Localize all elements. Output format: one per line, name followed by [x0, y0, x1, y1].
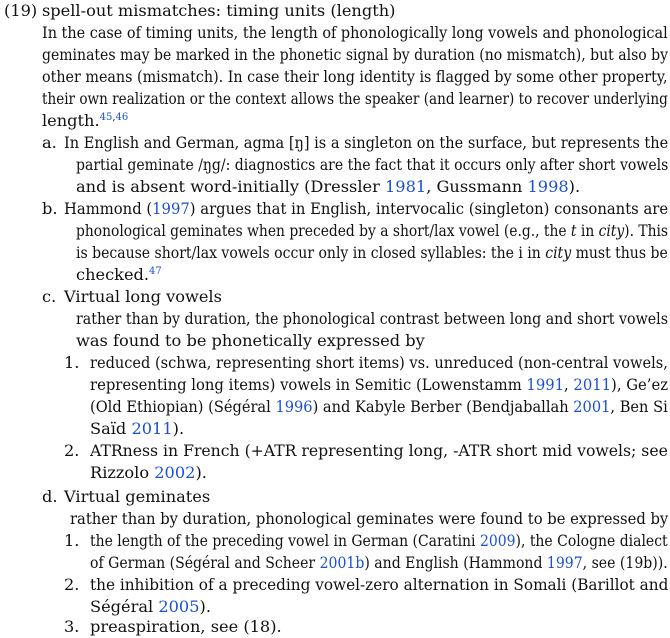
- item-b-line-3: [76, 242, 668, 264]
- cite-dressler-1981[interactable]: 1981: [385, 177, 427, 196]
- item-c-sub2-line-1: ATRness in French (+ATR representing long, -ATR short mid vowels; see: [90, 441, 668, 460]
- cite-segeral-scheer-2001b[interactable]: 2001b: [319, 553, 365, 572]
- intro-line-2: geminates may be marked in the phonetic signal by duration (no mismatch), but also by: [42, 45, 669, 64]
- item-c-sub1-line-1: reduced (schwa, representing short items) vs. unreduced (non-central vowels,: [90, 353, 668, 372]
- cite-hammond-1997-b[interactable]: 1997: [546, 553, 583, 572]
- text-span: ). This: [624, 221, 669, 240]
- item-b-line-2: [76, 220, 668, 242]
- text-span: Saïd: [90, 419, 132, 438]
- footnote-46-link[interactable]: 46: [115, 112, 129, 123]
- item-c-sub2-line-2: [90, 462, 207, 484]
- item-a-line-1: In English and German, agma [ŋ] is a singleton on the surface, but represents the: [64, 133, 669, 152]
- item-d-label: d.: [42, 487, 58, 506]
- text-span: and is absent word-initially (Dressler: [76, 177, 385, 196]
- item-c-sub1-line-2: [90, 374, 668, 396]
- italic-t: t: [570, 221, 577, 240]
- cite-hammond-1997[interactable]: 1997: [152, 199, 190, 218]
- cite-caratini-2009[interactable]: 2009: [479, 531, 516, 550]
- item-b-label: b.: [42, 199, 58, 218]
- text-span: ) and Kabyle Berber (Bendjaballah: [312, 397, 574, 416]
- example-title: spell-out mismatches: timing units (length): [42, 1, 396, 20]
- intro-end: length.: [42, 111, 100, 130]
- footnote-47-link[interactable]: 47: [149, 266, 162, 277]
- text-span: , see (19b)).: [582, 553, 668, 572]
- text-span: ).: [195, 463, 207, 482]
- item-d-sub1-line-2: [90, 552, 668, 574]
- item-a-line-3: [76, 176, 580, 198]
- example-number: (19): [4, 1, 38, 20]
- item-d-line-1: rather than by duration, phonological geminates were found to be expressed by: [70, 509, 669, 528]
- intro-line-5: [42, 110, 128, 132]
- text-span: checked.: [76, 265, 150, 284]
- item-c-line-2: was found to be phonetically expressed by: [76, 331, 425, 350]
- item-c-title: Virtual long vowels: [64, 287, 222, 306]
- text-span: ), the Cologne dialect: [515, 531, 668, 550]
- text-span: , Ben Si: [610, 397, 668, 416]
- cite-segeral-1996[interactable]: 1996: [275, 397, 313, 416]
- footnote-45-link[interactable]: 45: [99, 112, 113, 123]
- italic-city: city: [545, 243, 572, 262]
- text-span: in: [576, 221, 599, 240]
- text-span: ), Ge’ez: [611, 375, 669, 394]
- text-span: the length of the preceding vowel in German (Caratini: [90, 531, 480, 550]
- text-span: of German (Ségéral and Scheer: [90, 553, 320, 572]
- intro-line-4: their own realization or the context allows the speaker (and learner) to recover underlying: [42, 89, 668, 108]
- cite-gussmann-1998[interactable]: 1998: [527, 177, 569, 196]
- text-span: representing long items) vowels in Semitic (Lowenstamm: [90, 375, 527, 394]
- item-d-sub1-label: 1.: [64, 531, 80, 550]
- item-c-line-1: rather than by duration, the phonological contrast between long and short vowels: [76, 309, 669, 328]
- text-span: ,: [564, 375, 574, 394]
- item-a-label: a.: [42, 133, 57, 152]
- item-c-label: c.: [42, 287, 57, 306]
- item-c-sub1-label: 1.: [64, 353, 80, 372]
- text-span: Rizzolo: [90, 463, 155, 482]
- item-c-sub1-line-4: [90, 418, 184, 440]
- text-span: phonological geminates when preceded by a short/lax vowel (e.g., the: [76, 221, 571, 240]
- italic-city: city: [598, 221, 625, 240]
- item-b-line-4: [76, 264, 162, 286]
- cite-barillot-segeral-2005[interactable]: 2005: [158, 597, 200, 616]
- cite-bendjaballah-2001[interactable]: 2001: [573, 397, 611, 416]
- text-span: Hammond (: [64, 199, 153, 218]
- item-a-line-2: partial geminate /ŋg/: diagnostics are the fact that it occurs only after short vowels: [76, 155, 669, 174]
- text-span: ).: [568, 177, 581, 196]
- text-span: must thus be: [571, 243, 668, 262]
- cite-ben-si-said-2011[interactable]: 2011: [131, 419, 173, 438]
- item-d-sub1-line-1: [90, 530, 668, 552]
- item-c-sub2-label: 2.: [64, 441, 80, 460]
- text-span: (Old Ethiopian) (Ségéral: [90, 397, 276, 416]
- item-d-sub3-label: 3.: [64, 617, 80, 636]
- item-c-sub1-line-3: [90, 396, 668, 418]
- item-d-sub3-line-1: preaspiration, see (18).: [90, 617, 282, 636]
- cite-lowenstamm-1991[interactable]: 1991: [526, 375, 565, 394]
- item-d-sub2-line-1: the inhibition of a preceding vowel-zero alternation in Somali (Barillot and: [90, 575, 669, 594]
- cite-rizzolo-2002[interactable]: 2002: [154, 463, 196, 482]
- item-d-sub2-label: 2.: [64, 575, 80, 594]
- cite-lowenstamm-2011[interactable]: 2011: [573, 375, 612, 394]
- intro-line-1: In the case of timing units, the length of phonologically long vowels and phonological: [42, 23, 668, 42]
- text-span: ).: [199, 597, 211, 616]
- item-d-title: Virtual geminates: [64, 487, 211, 506]
- text-span: ) and English (Hammond: [364, 553, 547, 572]
- text-span: ) argues that in English, intervocalic (singleton) consonants are: [189, 199, 669, 218]
- text-span: Ségéral: [90, 597, 159, 616]
- text-span: is because short/lax vowels occur only in closed syllables: the i in: [76, 243, 546, 262]
- item-b-line-1: [64, 198, 668, 220]
- text-span: ).: [172, 419, 185, 438]
- text-span: , Gussmann: [426, 177, 528, 196]
- footnote-separator: ,: [112, 112, 116, 123]
- intro-line-3: other means (mismatch). In case their long identity is flagged by some other property,: [42, 67, 668, 86]
